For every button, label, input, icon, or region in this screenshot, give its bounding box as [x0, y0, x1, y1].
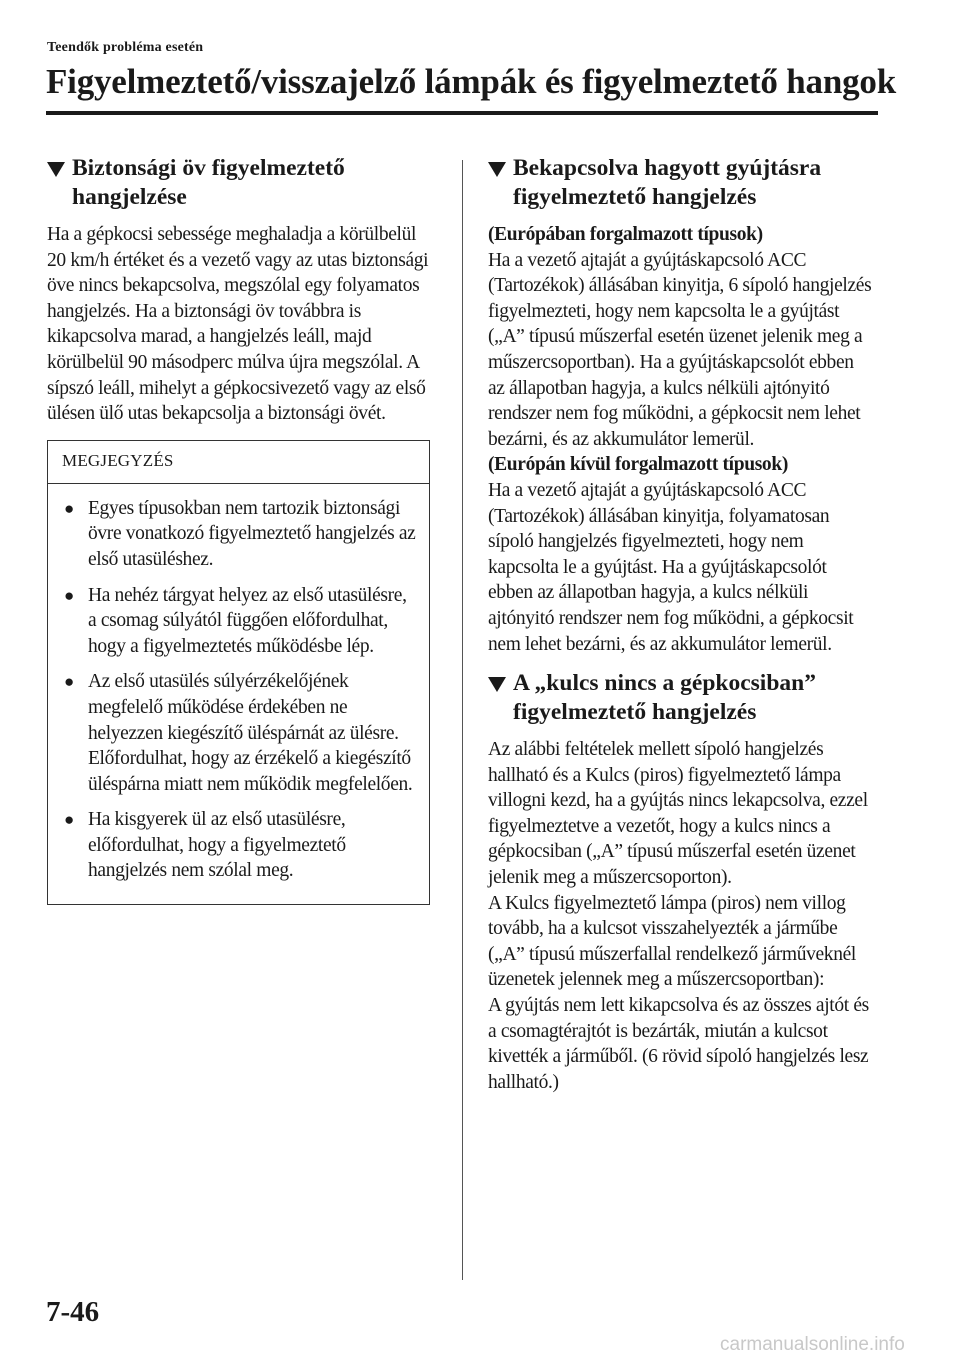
note-item: ● Az első utasülés súlyérzékelőjének megfelelő működése érdekében ne helyezzen kiegészítő üléspárnát az ülésre. Előfordulhat, hogy az érzékelő a kiegészítő üléspárna miatt nem működik megfelelően. [64, 671, 413, 795]
ignition-heading-text: Bekapcsolva hagyott gyújtásra figyelmeztető hangjelzés [513, 155, 822, 210]
bullet-icon: ● [64, 672, 74, 692]
ignition-europe-section [488, 222, 873, 657]
note-item: ● Ha kisgyerek ül az első utasülésre, előfordulhat, hogy a figyelmeztető hangjelzés nem szólal meg. [64, 809, 346, 882]
triangle-bullet-icon [47, 162, 65, 177]
key-paragraph: Az alábbi feltételek mellett sípoló hangjelzés hallható és a Kulcs (piros) figyelmeztető lámpa villogni kezd, ha a gyújtás nincs lekapcsolva, ezzel figyelmeztetve a vezetőt, hogy a kulcs nincs a gépkocsiban („A” típusú műszerfal esetén üzenet jelenik meg a műszercsoporton). A Kulcs figyelmeztető lámpa (piros) nem villog tovább, ha a kulcsot visszahelyezték a járműbe („A” típusú műszerfallal rendelkező járműveknél üzenetek jelennek meg a műszercsoportban): A gyújtás nem lett kikapcsolva és az összes ajtót és a csomagtérajtót is bezárták, miután a kulcsot kivették a járműből. (6 rövid sípoló hangjelzés lesz hallható.) [488, 739, 869, 1093]
seatbelt-heading-text: Biztonsági öv figyelmeztető hangjelzése [72, 155, 345, 210]
non-europe-text: Ha a vezető ajtaját a gyújtáskapcsoló ACC (Tartozékok) állásában kinyitja, folyamatosan sípoló hangjelzés figyelmezteti, hogy nem kapcsolta le a gyújtást. Ha a gyújtáskapcsolót ebben az állapotban hagyja, a kulcs nélküli ajtónyitó rendszer nem fog működni, a gépkocsit nem lehet bezárni, és az akkumulátor lemerül. [488, 479, 854, 655]
europe-label: (Európában forgalmazott típusok) [488, 224, 763, 245]
bullet-icon: ● [64, 498, 74, 518]
triangle-bullet-icon [488, 162, 506, 177]
key-heading-text: A „kulcs nincs a gépkocsiban” figyelmeztető hangjelzés [513, 670, 816, 726]
non-europe-label: (Európán kívül forgalmazott típusok) [488, 454, 788, 476]
note-list [48, 484, 429, 904]
note-box [47, 440, 430, 905]
page-number: 7-46 [46, 1296, 100, 1328]
ignition-heading [488, 154, 873, 212]
seatbelt-paragraph: Ha a gépkocsi sebessége meghaladja a körülbelül 20 km/h értéket és a vezető vagy az utas biztonsági öve nincs bekapcsolva, megszólal egy folyamatos hangjelzés. Ha a biztonsági öv továbbra is kikapcsolva marad, a hangjelzés leáll, majd körülbelül 90 másodperc múlva újra megszólal. A sípszó leáll, mihelyt a gépkocsivezető vagy az első ülésen ülő utas bekapcsolja a biztonsági övét. [47, 224, 429, 425]
note-item: ● Ha nehéz tárgyat helyez az első utasülésre, a csomag súlyától függően előfordulhat, hogy a figyelmeztetés működésbe lép. [64, 584, 407, 657]
header-rule [46, 111, 878, 115]
key-heading [488, 669, 873, 727]
note-title: MEGJEGYZÉS [48, 441, 429, 484]
watermark: carmanualsonline.info [720, 1334, 905, 1355]
triangle-bullet-icon [488, 677, 506, 692]
section-header: Teendők probléma esetén [47, 40, 204, 55]
note-item: ● Egyes típusokban nem tartozik biztonsági övre vonatkozó figyelmeztető hangjelzés az első utasüléshez. [64, 497, 416, 570]
bullet-icon: ● [64, 585, 74, 605]
seatbelt-heading [47, 154, 430, 212]
bullet-icon: ● [64, 810, 74, 830]
europe-text: Ha a vezető ajtaját a gyújtáskapcsoló ACC (Tartozékok) állásában kinyitja, 6 sípoló hangjelzés figyelmezteti, hogy nem kapcsolta le a gyújtást („A” típusú műszerfal esetén üzenet jelenik meg a műszercsoportban). Ha a gyújtáskapcsolót ebben az állapotban hagyja, a kulcs nélküli ajtónyitó rendszer nem fog működni, a gépkocsit nem lehet bezárni, és az akkumulátor lemerül. [488, 249, 872, 450]
left-column [47, 154, 430, 905]
chapter-title: Figyelmeztető/visszajelző lámpák és figyelmeztető hangok [46, 62, 896, 101]
column-divider [462, 160, 463, 1280]
right-column [488, 154, 873, 1095]
